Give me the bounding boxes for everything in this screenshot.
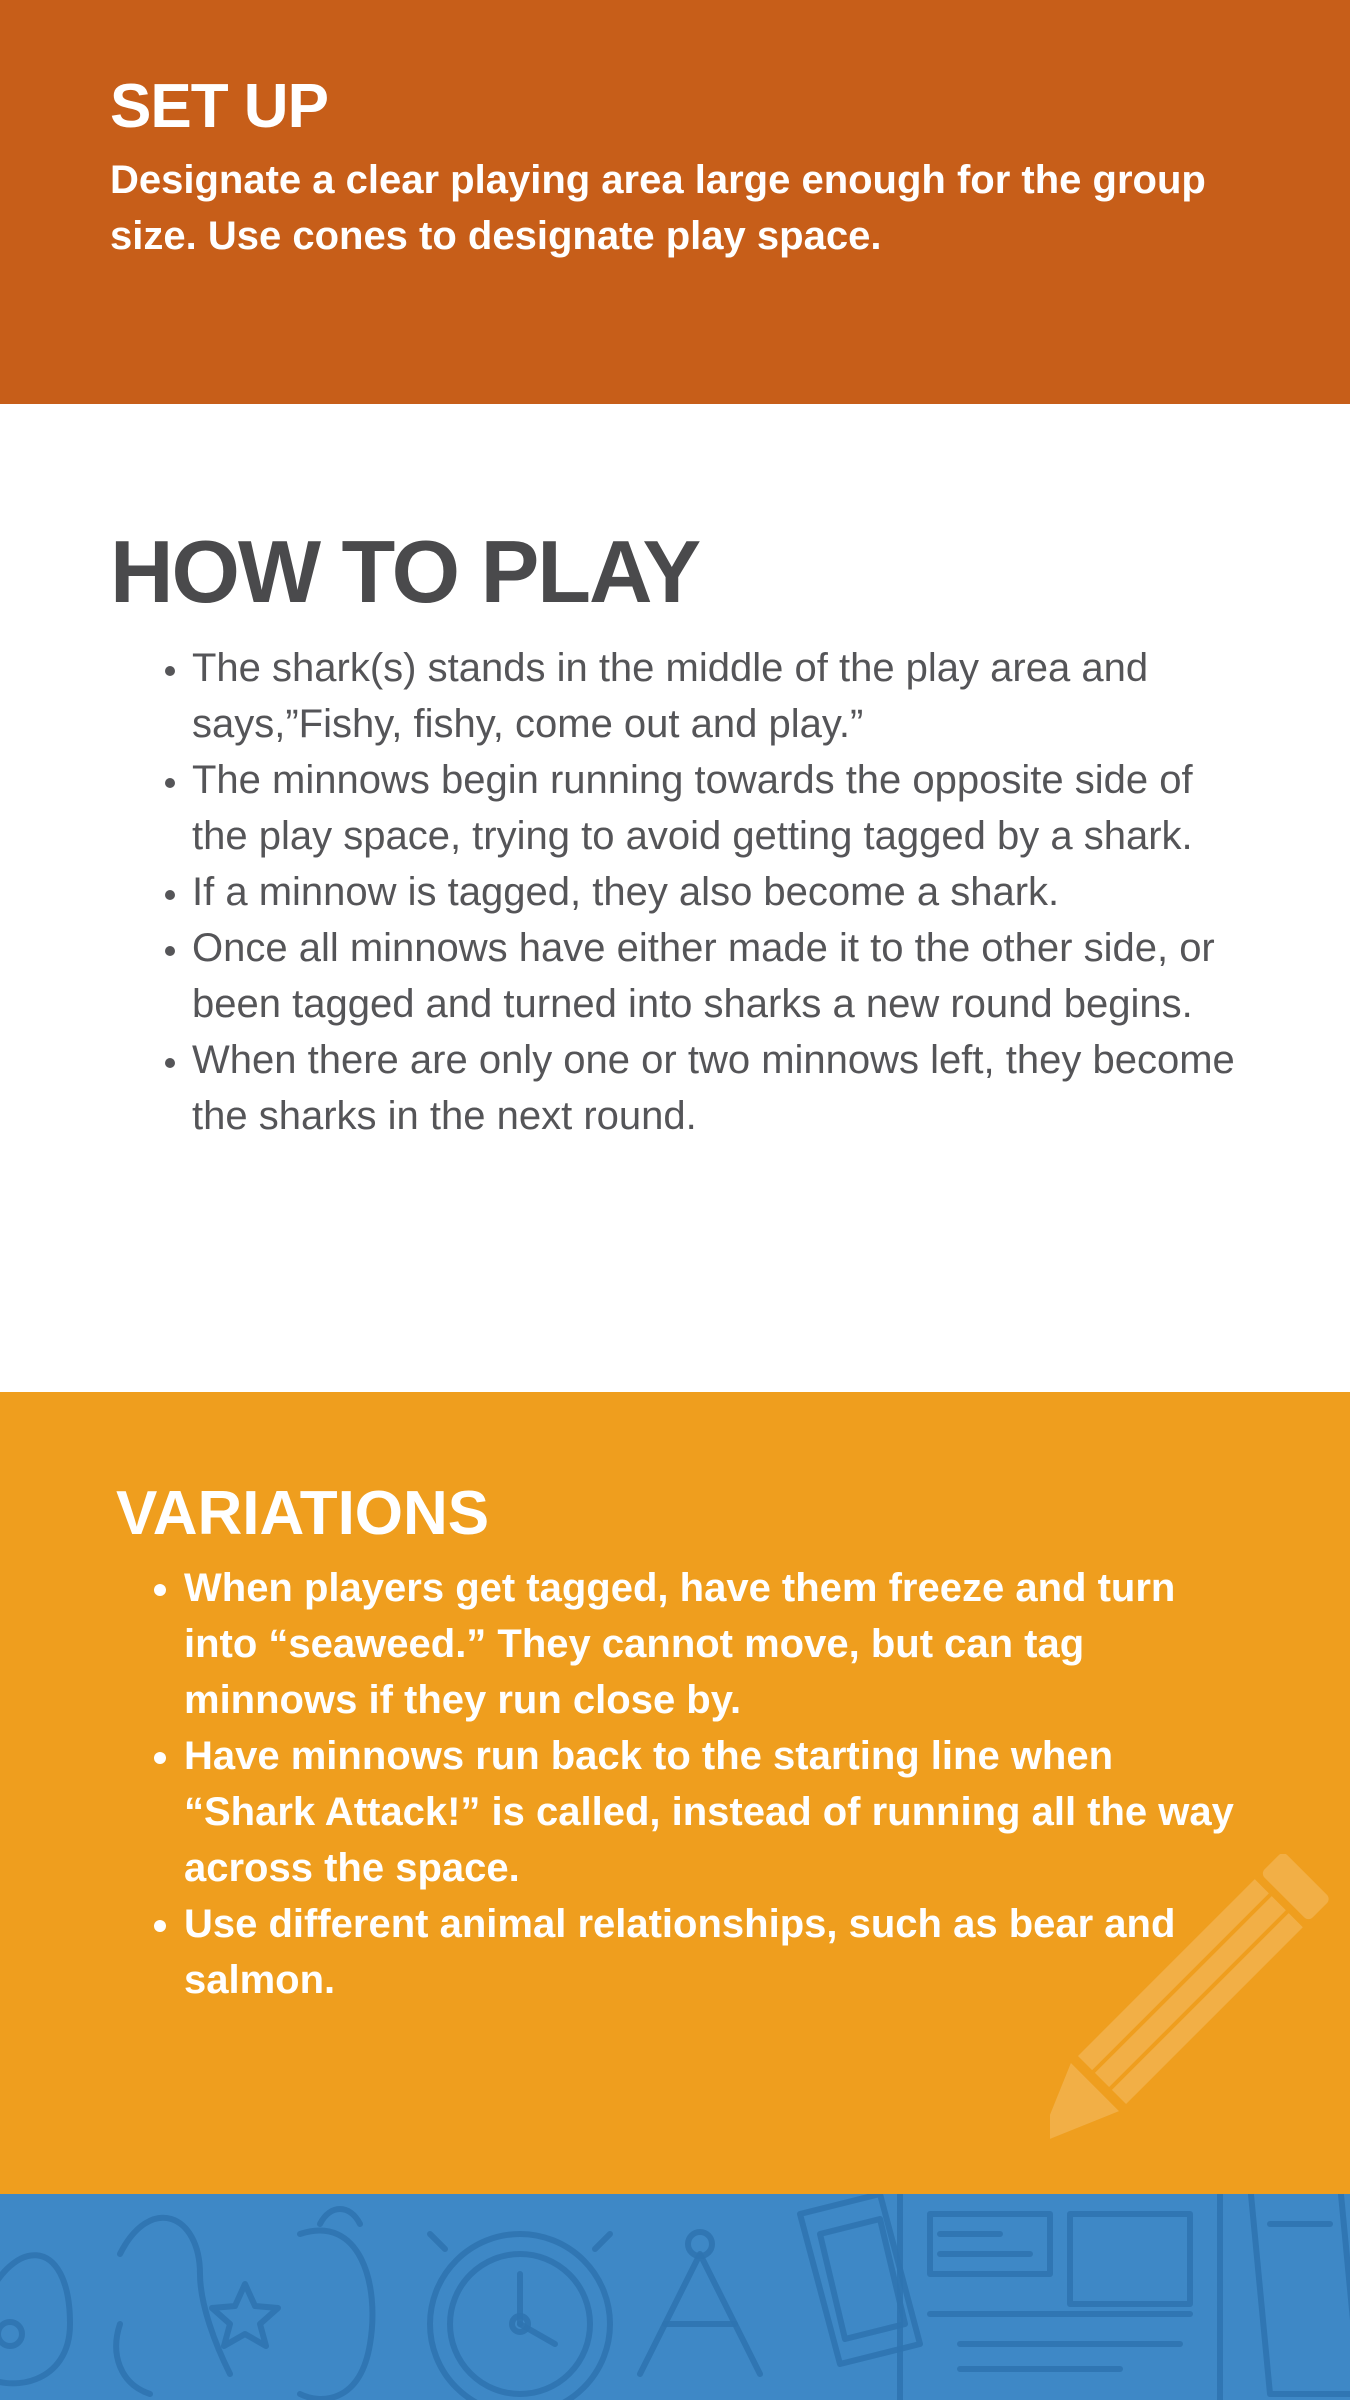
list-item: • Have minnows run back to the starting line when “Shark Attack!” is called, instead of running all the way across the space.: [184, 1728, 1246, 1896]
compass-icon: [640, 2232, 760, 2374]
blueprint-icon: [900, 2194, 1220, 2400]
list-item: • Once all minnows have either made it to the other side, or been tagged and turned into sharks a new round begins.: [192, 920, 1250, 1032]
pencil-icon: [1050, 1854, 1350, 2194]
star-icon: [212, 2284, 278, 2346]
variations-heading: VARIATIONS: [116, 1479, 490, 1548]
setup-text: Designate a clear playing area large enough for the group size. Use cones to designate play space.: [110, 158, 1206, 258]
list-item: • The minnows begin running towards the opposite side of the play space, trying to avoid getting tagged by a shark.: [192, 752, 1250, 864]
how-to-play-list: [110, 640, 1250, 1144]
setup-heading: SET UP: [110, 72, 328, 141]
list-item: • If a minnow is tagged, they also become a shark.: [192, 864, 1250, 920]
egg-icon: [300, 2209, 372, 2399]
how-to-play-section: [0, 404, 1350, 1392]
footer-pattern: [0, 2194, 1350, 2400]
tablet-icon: [1250, 2194, 1350, 2394]
setup-section: [0, 0, 1350, 404]
variations-section: [0, 1392, 1350, 2194]
list-item: • Use different animal relationships, such as bear and salmon.: [184, 1896, 1246, 2008]
how-to-play-heading: HOW TO PLAY: [110, 522, 700, 621]
list-item: • When players get tagged, have them freeze and turn into “seaweed.” They cannot move, but can tag minnows if they run close by.: [184, 1560, 1246, 1728]
doodle-pattern: [0, 2194, 1350, 2400]
list-item: • The shark(s) stands in the middle of the play area and says,”Fishy, fishy, come out and play.”: [192, 640, 1250, 752]
egg-icon: [0, 2255, 70, 2383]
stopwatch-icon: [430, 2234, 610, 2400]
list-item: • When there are only one or two minnows left, they become the sharks in the next round.: [192, 1032, 1250, 1144]
